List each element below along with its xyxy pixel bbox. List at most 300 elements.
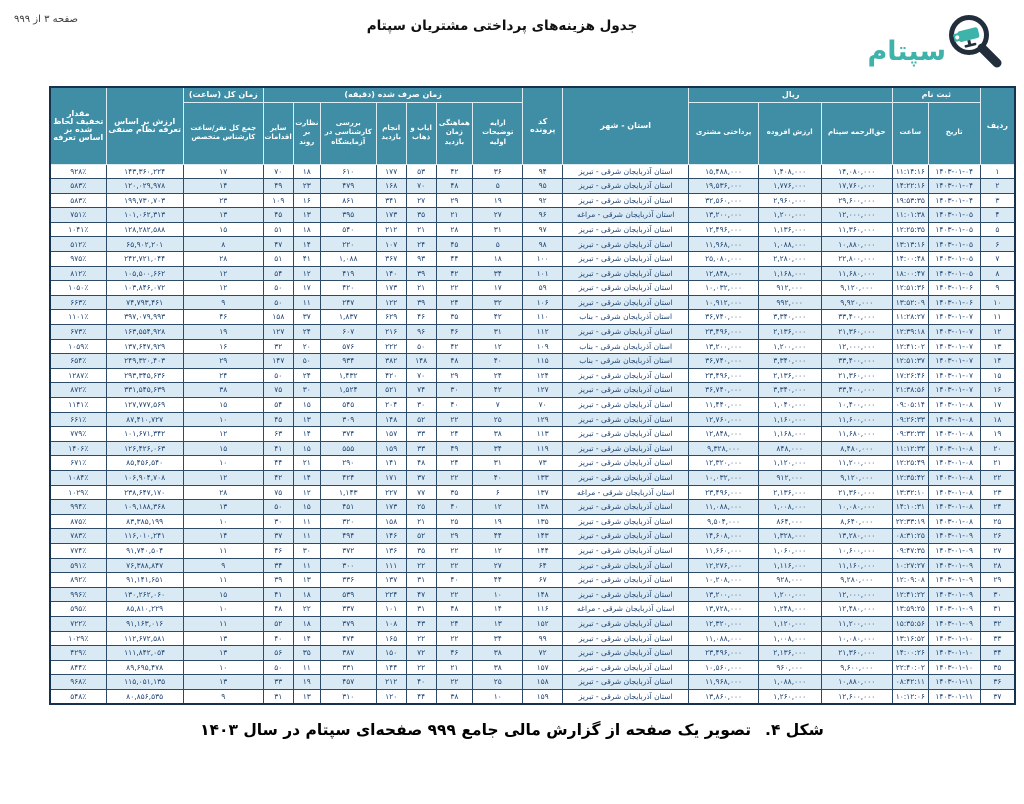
cell-vat: ۱,۱۶۸,۰۰۰ bbox=[758, 266, 821, 281]
cell-visit-coordination: ۲۴ bbox=[436, 295, 473, 310]
cell-date: ۱۴۰۳-۰۱-۰۵ bbox=[928, 208, 980, 223]
table-row bbox=[50, 646, 1015, 661]
cell-process-supervision: ۱۶ bbox=[293, 193, 320, 208]
cell-septam-fee: ۱۳,۲۸۰,۰۰۰ bbox=[821, 529, 892, 544]
payments-table bbox=[49, 86, 1016, 705]
cell-date: ۱۴۰۳-۰۱-۰۹ bbox=[928, 587, 980, 602]
cell-time: ۱۳:۳۲:۱۰ bbox=[892, 485, 928, 500]
cell-time: ۱۲:۵۱:۳۶ bbox=[892, 281, 928, 296]
cell-visit-execution: ۱۳۷ bbox=[376, 573, 406, 588]
cell-lab-expert-review: ۳۷۹ bbox=[320, 616, 376, 631]
cell-lab-expert-review: ۴۲۰ bbox=[320, 281, 376, 296]
cell-initial-explanation: ۱۰ bbox=[473, 689, 523, 704]
cell-lab-expert-review: ۳۹۵ bbox=[320, 208, 376, 223]
cell-initial-explanation: ۲۵ bbox=[473, 412, 523, 427]
cell-visit-execution: ۱۵۰ bbox=[376, 646, 406, 661]
cell-date: ۱۴۰۳-۰۱-۰۹ bbox=[928, 543, 980, 558]
cell-guild-tariff-value: ۳۳۱,۵۴۵,۶۳۹ bbox=[106, 383, 183, 398]
table-row bbox=[50, 281, 1015, 296]
cell-row-number: ۲۹ bbox=[980, 573, 1015, 588]
cell-guild-tariff-value: ۱۱۵,۰۵۱,۱۳۵ bbox=[106, 675, 183, 690]
cell-lab-expert-review: ۵۳۹ bbox=[320, 587, 376, 602]
cell-discount-percent: ۱۰۲۹٪ bbox=[50, 485, 106, 500]
cell-time: ۰۹:۲۶:۳۳ bbox=[892, 412, 928, 427]
cell-septam-fee: ۱۱,۶۰۰,۰۰۰ bbox=[821, 412, 892, 427]
cell-septam-fee: ۳۳,۴۰۰,۰۰۰ bbox=[821, 383, 892, 398]
cell-province-city: استان آذربایجان شرقی - تبریز bbox=[562, 368, 688, 383]
cell-time: ۱۰:۲۷:۲۷ bbox=[892, 558, 928, 573]
cell-septam-fee: ۹,۱۲۰,۰۰۰ bbox=[821, 281, 892, 296]
cell-visit-execution: ۱۰۷ bbox=[376, 237, 406, 252]
cell-septam-fee: ۲۲,۸۰۰,۰۰۰ bbox=[821, 252, 892, 267]
cell-time: ۱۲:۵۱:۳۷ bbox=[892, 354, 928, 369]
cell-vat: ۱,۲۰۰,۰۰۰ bbox=[758, 587, 821, 602]
cell-customer-payment: ۲۳,۴۹۶,۰۰۰ bbox=[689, 368, 758, 383]
cell-lab-expert-review: ۵۵۵ bbox=[320, 441, 376, 456]
cell-row-number: ۲۷ bbox=[980, 543, 1015, 558]
cell-lab-expert-review: ۵۴۵ bbox=[320, 398, 376, 413]
cell-file-code: ۱۳۸ bbox=[523, 500, 563, 515]
table-row bbox=[50, 295, 1015, 310]
cell-initial-explanation: ۳۱ bbox=[473, 222, 523, 237]
table-row bbox=[50, 427, 1015, 442]
cell-customer-payment: ۱۱,۶۶۰,۰۰۰ bbox=[689, 543, 758, 558]
cell-customer-payment: ۲۳,۴۹۶,۰۰۰ bbox=[689, 485, 758, 500]
cell-commute: ۷۴ bbox=[406, 383, 436, 398]
cell-discount-percent: ۶۵۴٪ bbox=[50, 354, 106, 369]
cell-visit-execution: ۱۲۰ bbox=[376, 689, 406, 704]
cell-other-actions: ۷۵ bbox=[263, 383, 293, 398]
cell-discount-percent: ۱۱۰۱٪ bbox=[50, 310, 106, 325]
cell-vat: ۱,۰۰۸,۰۰۰ bbox=[758, 500, 821, 515]
cell-file-code: ۱۴۸ bbox=[523, 587, 563, 602]
cell-visit-execution: ۱۳۶ bbox=[376, 543, 406, 558]
cell-visit-coordination: ۴۰ bbox=[436, 573, 473, 588]
cell-lab-expert-review: ۳۸۷ bbox=[320, 646, 376, 661]
cell-initial-explanation: ۴۴ bbox=[473, 529, 523, 544]
cell-province-city: استان آذربایجان شرقی - تبریز bbox=[562, 295, 688, 310]
cell-date: ۱۴۰۳-۰۱-۰۴ bbox=[928, 164, 980, 179]
cell-visit-coordination: ۲۹ bbox=[436, 193, 473, 208]
cell-guild-tariff-value: ۷۶,۳۸۸,۸۴۷ bbox=[106, 558, 183, 573]
cell-date: ۱۴۰۳-۰۱-۰۵ bbox=[928, 237, 980, 252]
cell-total-person-hours: ۱۰ bbox=[183, 514, 263, 529]
cell-row-number: ۳۲ bbox=[980, 616, 1015, 631]
cell-row-number: ۱۶ bbox=[980, 383, 1015, 398]
cell-date: ۱۴۰۳-۰۱-۱۰ bbox=[928, 631, 980, 646]
cell-commute: ۲۵ bbox=[406, 500, 436, 515]
cell-file-code: ۱۳۳ bbox=[523, 470, 563, 485]
cell-initial-explanation: ۳۸ bbox=[473, 427, 523, 442]
cell-discount-percent: ۵۹۵٪ bbox=[50, 602, 106, 617]
cell-lab-expert-review: ۴۷۴ bbox=[320, 631, 376, 646]
cell-row-number: ۱۴ bbox=[980, 354, 1015, 369]
cell-customer-payment: ۳۶,۷۴۰,۰۰۰ bbox=[689, 354, 758, 369]
cell-initial-explanation: ۷ bbox=[473, 398, 523, 413]
cell-vat: ۱,۱۲۰,۰۰۰ bbox=[758, 456, 821, 471]
cell-visit-coordination: ۲۲ bbox=[436, 558, 473, 573]
cell-visit-execution: ۳۸۲ bbox=[376, 354, 406, 369]
cell-process-supervision: ۱۲ bbox=[293, 485, 320, 500]
cell-vat: ۱,۴۰۸,۰۰۰ bbox=[758, 164, 821, 179]
cell-initial-explanation: ۴۴ bbox=[473, 573, 523, 588]
cell-customer-payment: ۱۱,۰۸۸,۰۰۰ bbox=[689, 631, 758, 646]
cell-visit-coordination: ۳۸ bbox=[436, 689, 473, 704]
cell-lab-expert-review: ۳۲۰ bbox=[320, 514, 376, 529]
cell-date: ۱۴۰۳-۰۱-۰۸ bbox=[928, 500, 980, 515]
cell-septam-fee: ۹,۱۲۰,۰۰۰ bbox=[821, 470, 892, 485]
cell-visit-execution: ۱۰۱ bbox=[376, 602, 406, 617]
cell-total-person-hours: ۱۲ bbox=[183, 470, 263, 485]
cell-time: ۱۲:۲۵:۴۹ bbox=[892, 456, 928, 471]
cell-lab-expert-review: ۳۰۰ bbox=[320, 558, 376, 573]
cell-septam-fee: ۱۱,۲۰۰,۰۰۰ bbox=[821, 616, 892, 631]
cell-province-city: استان آذربایجان شرقی - تبریز bbox=[562, 631, 688, 646]
cell-date: ۱۴۰۳-۰۱-۰۷ bbox=[928, 383, 980, 398]
cell-province-city: استان آذربایجان شرقی - تبریز bbox=[562, 222, 688, 237]
cell-row-number: ۲۱ bbox=[980, 456, 1015, 471]
cell-province-city: استان آذربایجان شرقی - مراغه bbox=[562, 485, 688, 500]
cell-visit-coordination: ۲۱ bbox=[436, 208, 473, 223]
cell-visit-coordination: ۴۹ bbox=[436, 441, 473, 456]
cell-customer-payment: ۱۳,۲۰۰,۰۰۰ bbox=[689, 339, 758, 354]
cell-date: ۱۴۰۳-۰۱-۰۷ bbox=[928, 354, 980, 369]
header-discount-amount: مقدار تخفیف لحاظ شده بر اساس تعرفه bbox=[50, 87, 106, 164]
cell-lab-expert-review: ۳۷۲ bbox=[320, 543, 376, 558]
cell-visit-execution: ۲۰۴ bbox=[376, 398, 406, 413]
cell-commute: ۴۶ bbox=[406, 310, 436, 325]
cell-other-actions: ۴۷ bbox=[263, 237, 293, 252]
cell-guild-tariff-value: ۱۲۰,۰۲۹,۹۷۸ bbox=[106, 179, 183, 194]
cell-discount-percent: ۹۹۴٪ bbox=[50, 500, 106, 515]
cell-province-city: استان آذربایجان شرقی - تبریز bbox=[562, 164, 688, 179]
figure-caption bbox=[0, 721, 1024, 739]
cell-commute: ۵۰ bbox=[406, 339, 436, 354]
cell-file-code: ۹۶ bbox=[523, 208, 563, 223]
cell-file-code: ۱۵۸ bbox=[523, 675, 563, 690]
cell-discount-percent: ۵۴۸٪ bbox=[50, 689, 106, 704]
cell-guild-tariff-value: ۱۱۱,۸۴۲,۰۵۴ bbox=[106, 646, 183, 661]
cell-time: ۰۹:۰۵:۱۴ bbox=[892, 398, 928, 413]
cell-customer-payment: ۲۳,۴۹۶,۰۰۰ bbox=[689, 646, 758, 661]
cell-initial-explanation: ۴۰ bbox=[473, 470, 523, 485]
cell-lab-expert-review: ۵۴۰ bbox=[320, 222, 376, 237]
cell-vat: ۸۶۴,۰۰۰ bbox=[758, 514, 821, 529]
cell-visit-coordination: ۲۲ bbox=[436, 543, 473, 558]
cell-customer-payment: ۱۰,۰۳۲,۰۰۰ bbox=[689, 281, 758, 296]
cell-province-city: استان آذربایجان شرقی - تبریز bbox=[562, 529, 688, 544]
header-group-rial: ریال bbox=[689, 87, 893, 102]
cell-file-code: ۷۰ bbox=[523, 398, 563, 413]
cell-commute: ۹۶ bbox=[406, 325, 436, 340]
cell-visit-coordination: ۴۸ bbox=[436, 354, 473, 369]
cell-commute: ۵۳ bbox=[406, 164, 436, 179]
cell-initial-explanation: ۳۴ bbox=[473, 441, 523, 456]
cell-septam-fee: ۱۴,۰۸۰,۰۰۰ bbox=[821, 164, 892, 179]
cell-province-city: استان آذربایجان شرقی - تبریز bbox=[562, 616, 688, 631]
cell-province-city: استان آذربایجان شرقی - بناب bbox=[562, 310, 688, 325]
table-row bbox=[50, 208, 1015, 223]
cell-process-supervision: ۱۳ bbox=[293, 573, 320, 588]
cell-initial-explanation: ۳۴ bbox=[473, 266, 523, 281]
cell-row-number: ۴ bbox=[980, 208, 1015, 223]
header-visit-coordination: هماهنگی زمان بازدید bbox=[436, 102, 473, 164]
cell-row-number: ۱۲ bbox=[980, 325, 1015, 340]
cell-commute: ۲۴ bbox=[406, 237, 436, 252]
cell-lab-expert-review: ۴۲۴ bbox=[320, 470, 376, 485]
cell-customer-payment: ۹,۳۲۸,۰۰۰ bbox=[689, 441, 758, 456]
cell-discount-percent: ۱۰۲۹٪ bbox=[50, 631, 106, 646]
cell-province-city: استان آذربایجان شرقی - تبریز bbox=[562, 543, 688, 558]
cell-date: ۱۴۰۳-۰۱-۰۷ bbox=[928, 368, 980, 383]
cell-row-number: ۱۱ bbox=[980, 310, 1015, 325]
cell-file-code: ۱۴۴ bbox=[523, 543, 563, 558]
cell-province-city: استان آذربایجان شرقی - تبریز bbox=[562, 558, 688, 573]
cell-lab-expert-review: ۵۷۶ bbox=[320, 339, 376, 354]
cell-vat: ۱,۳۲۸,۰۰۰ bbox=[758, 529, 821, 544]
table-row bbox=[50, 354, 1015, 369]
cell-guild-tariff-value: ۱۲۶,۴۲۶,۰۶۳ bbox=[106, 441, 183, 456]
cell-guild-tariff-value: ۱۰۱,۰۶۲,۳۱۳ bbox=[106, 208, 183, 223]
cell-initial-explanation: ۱۰ bbox=[473, 587, 523, 602]
table-row bbox=[50, 412, 1015, 427]
cell-visit-coordination: ۴۰ bbox=[436, 500, 473, 515]
cell-visit-execution: ۱۶۵ bbox=[376, 631, 406, 646]
cell-visit-execution: ۲۱۶ bbox=[376, 325, 406, 340]
cell-total-person-hours: ۱۳ bbox=[183, 675, 263, 690]
cell-date: ۱۴۰۳-۰۱-۰۹ bbox=[928, 529, 980, 544]
cell-time: ۲۱:۳۸:۵۶ bbox=[892, 383, 928, 398]
cell-septam-fee: ۱۰,۸۸۰,۰۰۰ bbox=[821, 237, 892, 252]
cell-province-city: استان آذربایجان شرقی - تبریز bbox=[562, 325, 688, 340]
cell-file-code: ۷۲ bbox=[523, 646, 563, 661]
cell-date: ۱۴۰۳-۰۱-۰۵ bbox=[928, 222, 980, 237]
cell-file-code: ۶۴ bbox=[523, 558, 563, 573]
header-file-code: کد پرونده bbox=[523, 87, 563, 164]
cell-guild-tariff-value: ۱۰۵,۵۰۰,۶۶۲ bbox=[106, 266, 183, 281]
cell-visit-execution: ۱۷۳ bbox=[376, 281, 406, 296]
cell-commute: ۹۳ bbox=[406, 252, 436, 267]
cell-file-code: ۹۹ bbox=[523, 631, 563, 646]
cell-other-actions: ۴۱ bbox=[263, 587, 293, 602]
cell-guild-tariff-value: ۱۲۸,۲۸۲,۵۸۸ bbox=[106, 222, 183, 237]
cell-process-supervision: ۲۰ bbox=[293, 339, 320, 354]
cell-process-supervision: ۱۱ bbox=[293, 660, 320, 675]
table-row bbox=[50, 500, 1015, 515]
cell-initial-explanation: ۳۴ bbox=[473, 631, 523, 646]
cell-lab-expert-review: ۶۰۷ bbox=[320, 325, 376, 340]
cell-septam-fee: ۲۹,۶۰۰,۰۰۰ bbox=[821, 193, 892, 208]
cell-commute: ۴۷ bbox=[406, 587, 436, 602]
table-row bbox=[50, 689, 1015, 704]
cell-province-city: استان آذربایجان شرقی - بناب bbox=[562, 354, 688, 369]
cell-process-supervision: ۱۲ bbox=[293, 266, 320, 281]
magnifier-camera-icon bbox=[938, 8, 1010, 80]
cell-vat: ۱,۲۰۰,۰۰۰ bbox=[758, 208, 821, 223]
cell-septam-fee: ۱۲,۰۰۰,۰۰۰ bbox=[821, 339, 892, 354]
cell-province-city: استان آذربایجان شرقی - تبریز bbox=[562, 252, 688, 267]
cell-time: ۱۴:۱۰:۳۱ bbox=[892, 500, 928, 515]
cell-guild-tariff-value: ۱۳۰,۲۶۲,۰۶۰ bbox=[106, 587, 183, 602]
cell-time: ۱۰:۱۲:۰۶ bbox=[892, 689, 928, 704]
cell-septam-fee: ۱۱,۶۸۰,۰۰۰ bbox=[821, 266, 892, 281]
table-row bbox=[50, 616, 1015, 631]
cell-visit-coordination: ۲۱ bbox=[436, 660, 473, 675]
cell-other-actions: ۳۴ bbox=[263, 558, 293, 573]
cell-visit-execution: ۱۵۸ bbox=[376, 514, 406, 529]
cell-process-supervision: ۳۵ bbox=[293, 646, 320, 661]
cell-customer-payment: ۱۰,۲۰۸,۰۰۰ bbox=[689, 573, 758, 588]
cell-row-number: ۲۳ bbox=[980, 485, 1015, 500]
table-row bbox=[50, 602, 1015, 617]
cell-guild-tariff-value: ۹۱,۱۴۱,۶۵۱ bbox=[106, 573, 183, 588]
cell-customer-payment: ۹,۵۰۴,۰۰۰ bbox=[689, 514, 758, 529]
cell-file-code: ۱۱۶ bbox=[523, 602, 563, 617]
cell-total-person-hours: ۱۱ bbox=[183, 543, 263, 558]
cell-guild-tariff-value: ۱۴۳,۳۶۰,۲۲۴ bbox=[106, 164, 183, 179]
cell-guild-tariff-value: ۱۰۱,۶۷۱,۳۴۲ bbox=[106, 427, 183, 442]
cell-province-city: استان آذربایجان شرقی - بناب bbox=[562, 339, 688, 354]
cell-process-supervision: ۱۸ bbox=[293, 587, 320, 602]
cell-septam-fee: ۱۱,۶۸۰,۰۰۰ bbox=[821, 427, 892, 442]
cell-other-actions: ۱۲۷ bbox=[263, 325, 293, 340]
cell-commute: ۳۷ bbox=[406, 470, 436, 485]
cell-guild-tariff-value: ۱۶۳,۵۵۴,۹۲۸ bbox=[106, 325, 183, 340]
figure-caption-label: شکل ۴. bbox=[765, 720, 824, 739]
cell-guild-tariff-value: ۲۴۹,۳۲۰,۴۰۳ bbox=[106, 354, 183, 369]
cell-row-number: ۱۹ bbox=[980, 427, 1015, 442]
cell-vat: ۱,۲۶۰,۰۰۰ bbox=[758, 689, 821, 704]
cell-visit-execution: ۲۱۲ bbox=[376, 222, 406, 237]
cell-septam-fee: ۹,۶۰۰,۰۰۰ bbox=[821, 660, 892, 675]
figure-caption-text: تصویر یک صفحه از گزارش مالی جامع ۹۹۹ صفحه‌ای سپتام در سال ۱۴۰۳ bbox=[200, 720, 752, 739]
cell-visit-coordination: ۴۸ bbox=[436, 602, 473, 617]
cell-file-code: ۹۵ bbox=[523, 179, 563, 194]
cell-row-number: ۷ bbox=[980, 252, 1015, 267]
cell-lab-expert-review: ۱,۰۸۸ bbox=[320, 252, 376, 267]
cell-commute: ۳۳ bbox=[406, 441, 436, 456]
cell-other-actions: ۴۲ bbox=[263, 470, 293, 485]
cell-total-person-hours: ۱۳ bbox=[183, 500, 263, 515]
cell-septam-fee: ۱۲,۴۸۰,۰۰۰ bbox=[821, 602, 892, 617]
table-row bbox=[50, 237, 1015, 252]
cell-vat: ۹۶۰,۰۰۰ bbox=[758, 660, 821, 675]
cell-visit-coordination: ۲۲ bbox=[436, 587, 473, 602]
cell-vat: ۱,۷۷۶,۰۰۰ bbox=[758, 179, 821, 194]
cell-discount-percent: ۶۶۱٪ bbox=[50, 412, 106, 427]
cell-customer-payment: ۱۱,۹۶۸,۰۰۰ bbox=[689, 237, 758, 252]
septam-logo bbox=[820, 8, 1010, 80]
header-initial-explanation: ارایه توضیحات اولیه bbox=[473, 102, 523, 164]
cell-other-actions: ۴۰ bbox=[263, 631, 293, 646]
cell-total-person-hours: ۳۸ bbox=[183, 383, 263, 398]
cell-visit-coordination: ۴۶ bbox=[436, 325, 473, 340]
cell-other-actions: ۵۴ bbox=[263, 398, 293, 413]
cell-discount-percent: ۱۲۸۷٪ bbox=[50, 368, 106, 383]
cell-process-supervision: ۳۰ bbox=[293, 543, 320, 558]
cell-guild-tariff-value: ۱۰۹,۱۸۸,۳۶۸ bbox=[106, 500, 183, 515]
cell-commute: ۳۱ bbox=[406, 573, 436, 588]
cell-vat: ۲,۱۳۶,۰۰۰ bbox=[758, 368, 821, 383]
cell-visit-execution: ۱۰۸ bbox=[376, 616, 406, 631]
cell-visit-execution: ۲۲۲ bbox=[376, 339, 406, 354]
cell-visit-coordination: ۴۰ bbox=[436, 398, 473, 413]
cell-vat: ۱,۱۱۶,۰۰۰ bbox=[758, 558, 821, 573]
cell-time: ۱۲:۰۹:۰۸ bbox=[892, 573, 928, 588]
cell-row-number: ۲۰ bbox=[980, 441, 1015, 456]
cell-date: ۱۴۰۳-۰۱-۱۰ bbox=[928, 646, 980, 661]
cell-initial-explanation: ۱۸ bbox=[473, 252, 523, 267]
cell-file-code: ۱۰۶ bbox=[523, 295, 563, 310]
cell-customer-payment: ۱۳,۲۰۰,۰۰۰ bbox=[689, 587, 758, 602]
cell-process-supervision: ۱۱ bbox=[293, 529, 320, 544]
cell-total-person-hours: ۱۰ bbox=[183, 412, 263, 427]
header-group-registration: ثبت نام bbox=[892, 87, 980, 102]
cell-total-person-hours: ۱۴ bbox=[183, 529, 263, 544]
cell-customer-payment: ۱۰,۵۶۰,۰۰۰ bbox=[689, 660, 758, 675]
cell-row-number: ۵ bbox=[980, 222, 1015, 237]
cell-guild-tariff-value: ۸۰,۸۵۶,۵۳۵ bbox=[106, 689, 183, 704]
cell-customer-payment: ۱۳,۷۲۸,۰۰۰ bbox=[689, 602, 758, 617]
header-group-time-spent-minutes: زمان صرف شده (دقیقه) bbox=[263, 87, 523, 102]
cell-septam-fee: ۱۰,۰۸۰,۰۰۰ bbox=[821, 631, 892, 646]
cell-file-code: ۹۸ bbox=[523, 237, 563, 252]
cell-visit-execution: ۱۷۷ bbox=[376, 164, 406, 179]
cell-septam-fee: ۲۱,۳۶۰,۰۰۰ bbox=[821, 325, 892, 340]
header-customer-payment: پرداختی مشتری bbox=[689, 102, 758, 164]
cell-visit-coordination: ۴۵ bbox=[436, 237, 473, 252]
cell-discount-percent: ۴۲۹٪ bbox=[50, 646, 106, 661]
cell-date: ۱۴۰۳-۰۱-۰۸ bbox=[928, 398, 980, 413]
cell-other-actions: ۷۵ bbox=[263, 485, 293, 500]
cell-vat: ۱,۰۸۸,۰۰۰ bbox=[758, 675, 821, 690]
cell-time: ۱۲:۴۱:۲۲ bbox=[892, 587, 928, 602]
header-commute: ایاب و ذهاب bbox=[406, 102, 436, 164]
cell-process-supervision: ۱۵ bbox=[293, 398, 320, 413]
table-row bbox=[50, 441, 1015, 456]
cell-guild-tariff-value: ۶۵,۹۰۲,۲۰۱ bbox=[106, 237, 183, 252]
cell-time: ۱۱:۱۲:۳۳ bbox=[892, 441, 928, 456]
cell-initial-explanation: ۳۲ bbox=[473, 295, 523, 310]
cell-date: ۱۴۰۳-۰۱-۰۹ bbox=[928, 573, 980, 588]
cell-row-number: ۲ bbox=[980, 179, 1015, 194]
cell-discount-percent: ۶۷۱٪ bbox=[50, 456, 106, 471]
cell-customer-payment: ۱۱,۴۴۰,۰۰۰ bbox=[689, 398, 758, 413]
cell-lab-expert-review: ۴۵۱ bbox=[320, 500, 376, 515]
cell-vat: ۳,۳۴۰,۰۰۰ bbox=[758, 383, 821, 398]
cell-septam-fee: ۳۳,۴۰۰,۰۰۰ bbox=[821, 310, 892, 325]
cell-commute: ۲۲ bbox=[406, 558, 436, 573]
cell-discount-percent: ۸۴۴٪ bbox=[50, 660, 106, 675]
cell-time: ۱۲:۳۵:۴۲ bbox=[892, 470, 928, 485]
table-row bbox=[50, 193, 1015, 208]
cell-customer-payment: ۱۲,۴۹۶,۰۰۰ bbox=[689, 222, 758, 237]
cell-initial-explanation: ۱۲ bbox=[473, 543, 523, 558]
cell-visit-coordination: ۲۸ bbox=[436, 222, 473, 237]
cell-row-number: ۲۴ bbox=[980, 500, 1015, 515]
header-province-city: استان - شهر bbox=[562, 87, 688, 164]
header-row-number: ردیف bbox=[980, 87, 1015, 164]
cell-date: ۱۴۰۳-۰۱-۰۹ bbox=[928, 558, 980, 573]
cell-guild-tariff-value: ۲۹۳,۳۴۵,۶۳۶ bbox=[106, 368, 183, 383]
cell-province-city: استان آذربایجان شرقی - مراغه bbox=[562, 602, 688, 617]
header-group-total-time-hours: زمان کل (ساعت) bbox=[183, 87, 263, 102]
cell-vat: ۲,۲۸۰,۰۰۰ bbox=[758, 252, 821, 267]
cell-other-actions: ۵۰ bbox=[263, 500, 293, 515]
cell-discount-percent: ۸۷۵٪ bbox=[50, 514, 106, 529]
cell-province-city: استان آذربایجان شرقی - تبریز bbox=[562, 441, 688, 456]
cell-initial-explanation: ۲۷ bbox=[473, 558, 523, 573]
